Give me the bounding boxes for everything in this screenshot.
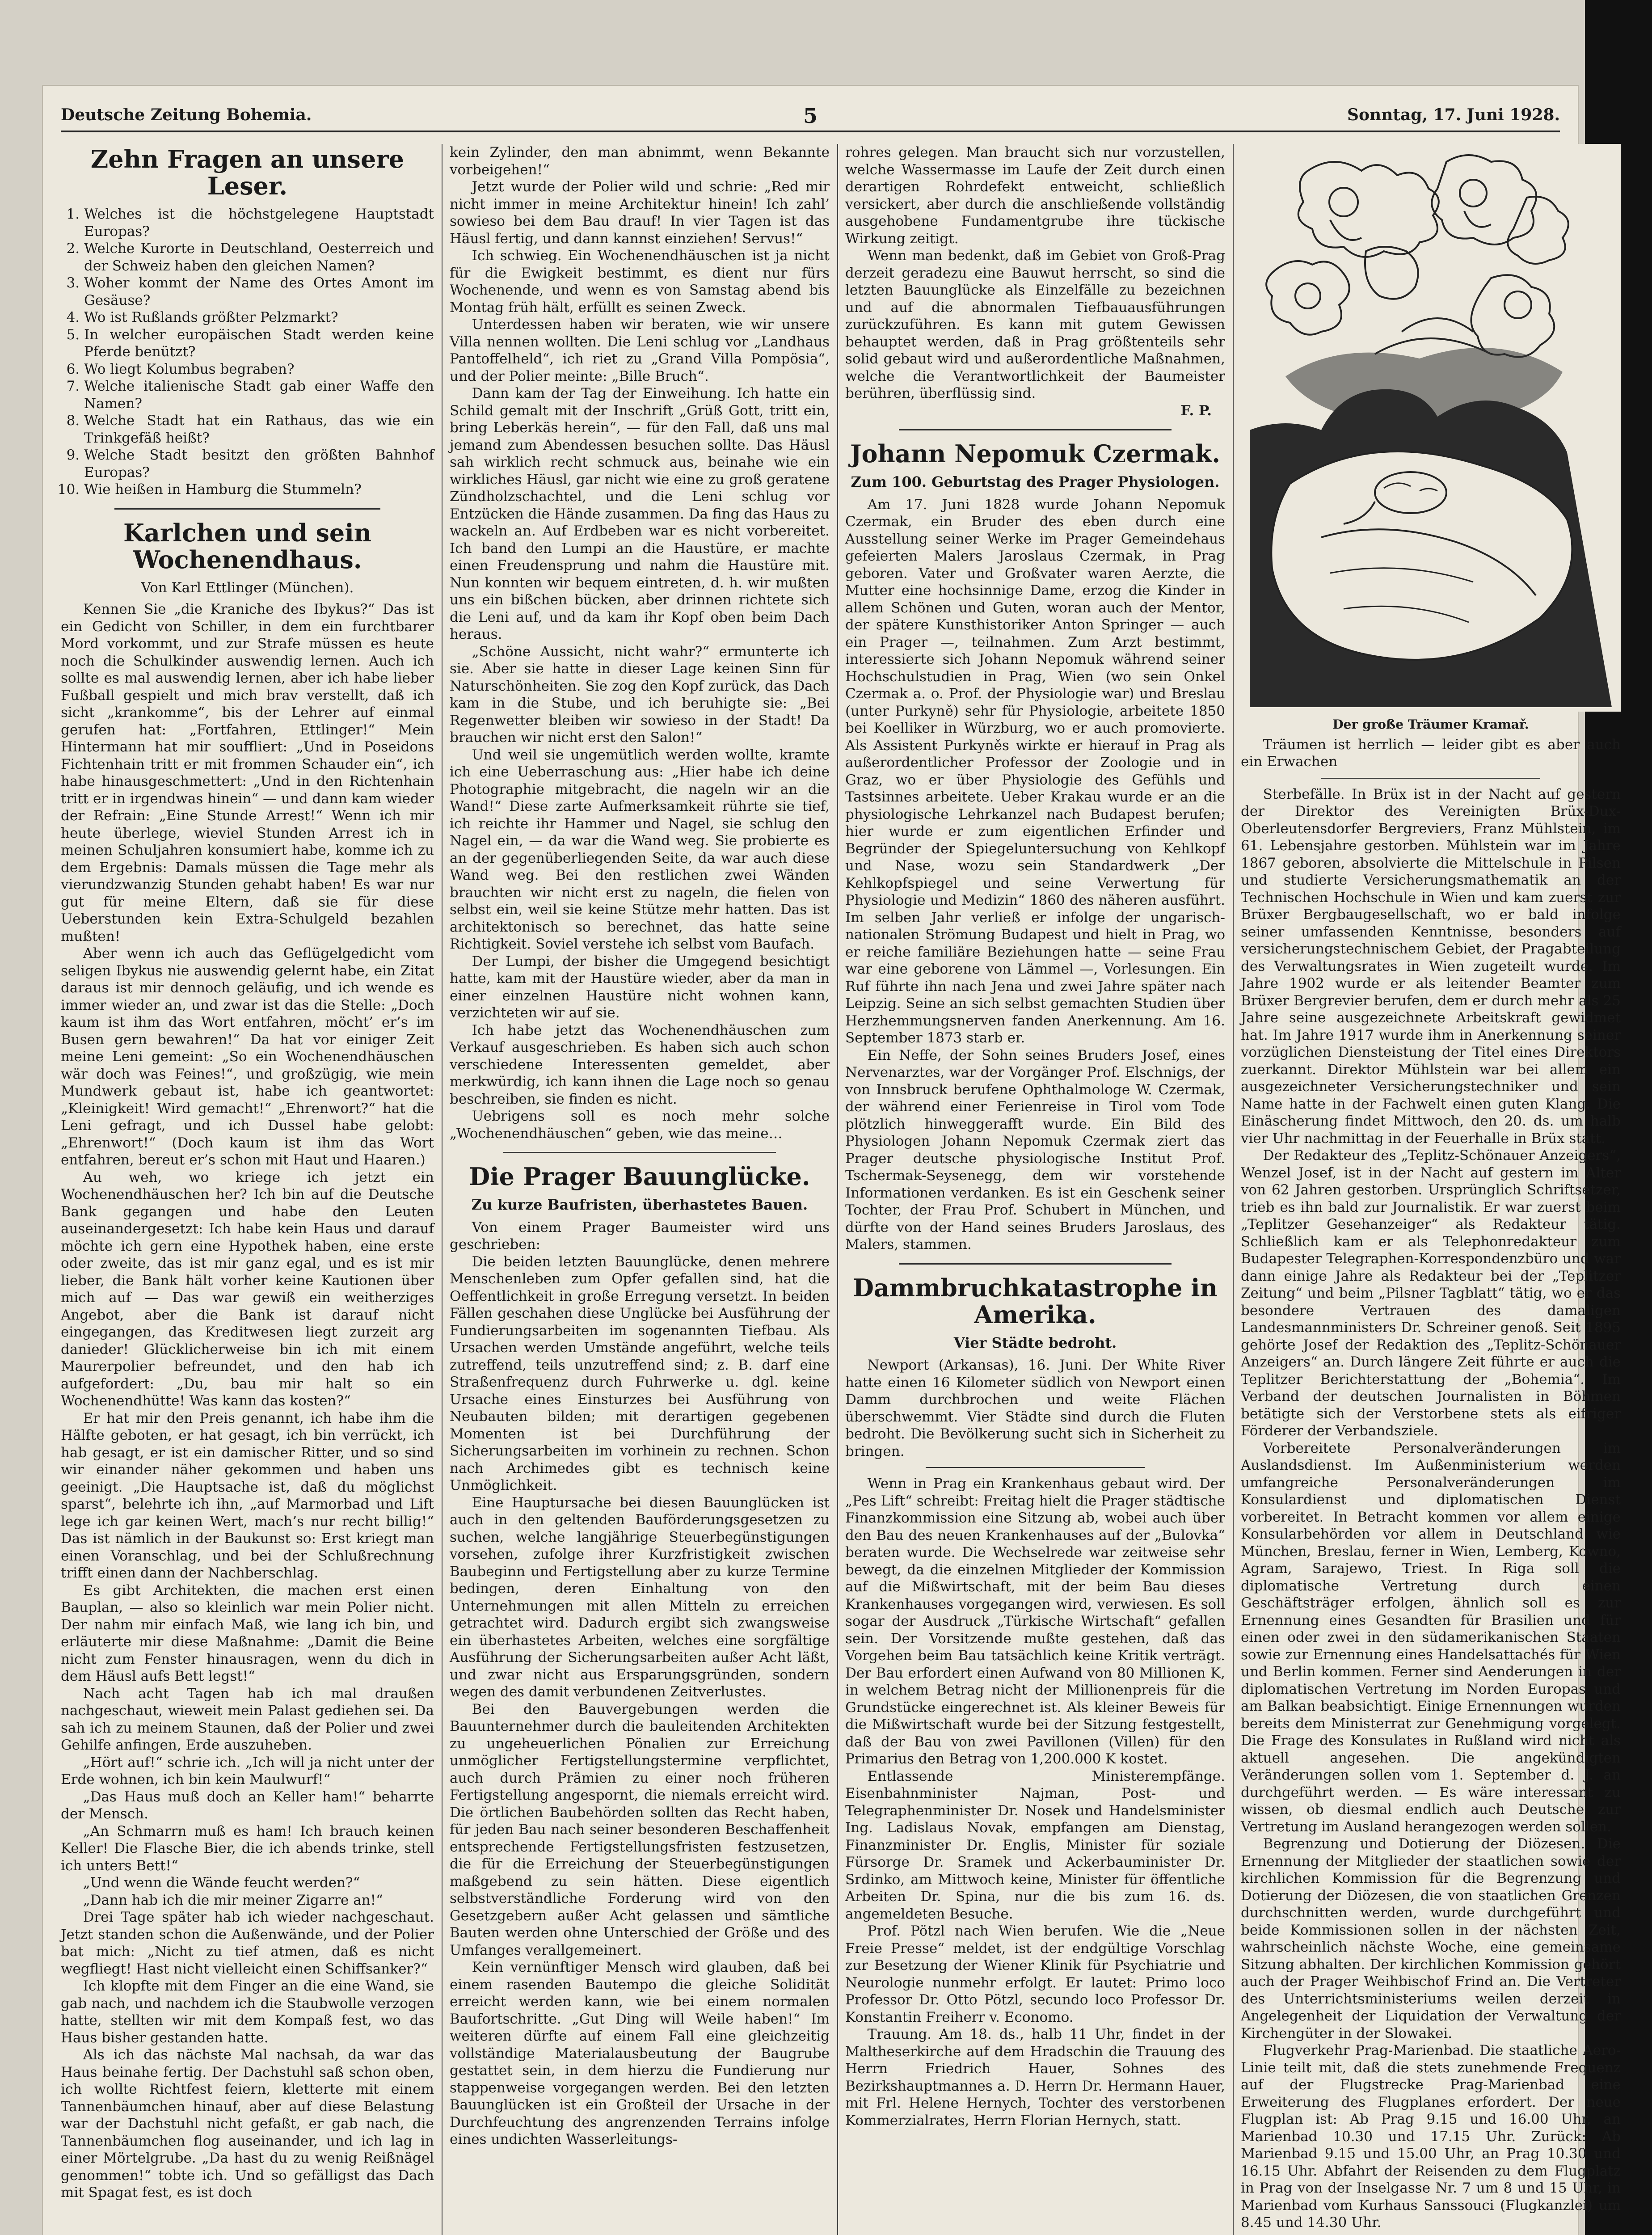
story-paragraph: Es gibt Architekten, die machen erst einen Bauplan, — also so kleinlich war mein Polier nicht. Der nahm mir einfach Maß, wie lang ich bin, und erläuterte mir diese Maßnahme: „Damit die Beine nicht zum Fenster hinausragen, wenn du dich in dem Häusl aufs Bett legst!“ (61, 1582, 434, 1684)
story-paragraph: Dann kam der Tag der Einweihung. Ich hatte ein Schild gemalt mit der Inschrift „Grüß Gott, tritt ein, bring Leberkäs herein“, — für den Fall, daß uns mal jemand zum Abendessen besuchen sollte. Das Häusl sah wirklich recht schmuck aus, beinahe wie ein wirkliches Häusl, gar nicht wie eine zu groß geratene Zündholzschachtel, und die Leni schlug vor Entzücken die Hände zusammen. Da fing das Haus zu wackeln an. Auf Erdbeben war es nicht vorbereitet. Ich band den Lumpi an die Haustüre, er machte einen Freudensprung und nahm die Haustüre mit. Nun konnten wir bequem eintreten, d. h. wir mußten uns ein bißchen bücken, aber drinnen richtete sich die Leni auf, und da kam ihr Kopf oben beim Dach heraus. (450, 385, 830, 642)
story-paragraph: „An Schmarrn muß es ham! Ich brauch keinen Keller! Die Flasche Bier, die ich abends trinke, stell ich unters Bett!“ (61, 1823, 434, 1874)
article-title: Johann Nepomuk Czermak. (850, 439, 1221, 468)
story-paragraph: „Schöne Aussicht, nicht wahr?“ ermunterte ich sie. Aber sie hatte in dieser Lage keinen Sinn für Naturschönheiten. Sie zog den Kopf zurück, das Dach kam in die Stube, und ich beruhigte sie: „Bei Regenwetter bleiben wir sowieso in der Stadt! Da brauchen wir nicht erst den Salon!“ (450, 643, 830, 746)
article-paragraph: Die beiden letzten Bauunglücke, denen mehrere Menschenleben zum Opfer gefallen sind, hat die Oeffentlichkeit in große Erregung versetzt. In beiden Fällen geschahen diese Unglücke bei Ausführung der Fundierungsarbeiten im sogenannten Tiefbau. Als Ursachen werden Umstände angeführt, welche teils zutreffend, teils unzutreffend sind; z. B. darf eine Straßenfrequenz durch Fuhrwerke u. dgl. keine Ursache eines Einsturzes bei Ausführung von Neubauten bilden; mit derartigen gegebenen Momenten ist bei Durchführung der Sicherungsarbeiten im vorhinein zu rechnen. Schon nach Archimedes gibt es technisch keine Unmöglichkeit. (450, 1253, 830, 1493)
quiz-question: 5. In welcher europäischen Stadt werden keine Pferde benützt? (84, 326, 434, 361)
article-subtitle: Vier Städte bedroht. (953, 1334, 1117, 1351)
news-item: Sterbefälle. In Brüx ist in der Nacht auf gestern der Direktor des Vereinigten Brüx-Dux-Oberleutensdorfer Bergreviers, Franz Mühlstein, im 61. Lebensjahre gestorben. Mühlstein war im Jahre 1867 geboren, absolvierte die Mittelschule in Pilsen und studierte Versicherungsmathematik an der Technischen Hochschule in Wien und kam zuerst zur Brüxer Bergbaugesellschaft, wo er bald infolge seiner umfassenden Kenntnisse, besonders auf versicherungstechnischem Gebiet, der Pragabteilung des Verwaltungsrates in Wien zugeteilt wurde. Im Jahre 1902 wurde er als leitender Beamter zum Brüxer Bergrevier berufen, dem er durch mehr als 25 Jahre seine ausgezeichnete Arbeitskraft gewidmet hat. Im Jahre 1917 wurde ihm in Anerkennung seiner vorzüglichen Diensteistung der Titel eines Direktors zuerkannt. Direktor Mühlstein war bei allem ein ausgezeichneter Versicherungstechniker und sein Name hatte in der Fachwelt einen guten Klang. Die Einäscherung findet Mittwoch, den 20. ds. um halb vier Uhr nachmittag in der Feuerhalle in Brüx statt. (1241, 786, 1621, 1147)
quiz-question: 7. Welche italienische Stadt gab einer Waffe den Namen? (84, 378, 434, 412)
story-paragraph: „Das Haus muß doch an Keller ham!“ beharrte der Mensch. (61, 1788, 434, 1822)
story-paragraph: Der Lumpi, der bisher die Umgegend besichtigt hatte, kam mit der Haustüre wieder, aber da man in einer einzelnen Haustüre nicht wohnen kann, verzichteten wir auf sie. (450, 953, 830, 1021)
column-3 (845, 144, 1225, 2235)
article-paragraph: Eine Hauptursache bei diesen Bauunglücken ist auch in den geltenden Bauförderungsgesetzen zu suchen, welche langjährige Steuerbegünstigungen vorsehen, zufolge ihrer Kurzfristigkeit zwischen Baubeginn und Fertigstellung aber zu kurze Termine bedingen, deren Einhaltung von den Unternehmungen mit allen Mitteln zu erreichen getrachtet wird. Dadurch ergibt sich zwangsweise ein überhastetes Arbeiten, welches eine sorgfältige Ausführung der Sicherungsarbeiten außer Acht läßt, und zwar nicht aus Ersparungsgründen, sondern wegen des damit verbundenen Zeitverlustes. (450, 1494, 830, 1700)
article-paragraph: Kein vernünftiger Mensch wird glauben, daß bei einem rasenden Bautempo die gleiche Solidität erreicht werden kann, wie bei einem normalen Baufortschritte. „Gut Ding will Weile haben!“ Im weiteren dürfte auf einem Fall eine gleichzeitig vollständige Materialausbeutung der Baugrube gestattet sein, in dem hierzu die Fundierung nur stappenweise vorgegangen werden. Bei den letzten Bauunglücken ist ein Großteil der Ursache in der Durchfeuchtung des angrenzenden Terrains infolge eines undichten Wasserleitungs- (450, 1959, 830, 2147)
article-title: Die Prager Bauunglücke. (469, 1162, 810, 1191)
story-paragraph: Au weh, wo kriege ich jetzt ein Wochenendhäuschen her? Ich bin auf die Deutsche Bank gegangen und habe den Leuten auseinandergesetzt: Ich habe kein Haus und darauf möchte ich gern eine Hypothek haben, eine erste oder zweite, das ist mir ganz egal, und es ist mir lieber, die Bank hält vorher keine Kautionen über mich auf — Das war gewiß ein weitherziges Angebot, aber die Bank ist darauf nicht eingegangen, das Kreditwesen liegt zurzeit arg danieder! Glücklicherweise bin ich mit einem Maurerpolier befreundet, und den hab ich aufgefordert: „Du, bau mir halt so ein Wochenendhütte! Was kann das kosten?“ (61, 1169, 434, 1409)
article-paragraph: rohres gelegen. Man braucht sich nur vorzustellen, welche Wassermasse im Laufe der Zeit durch einen derartigen Rohrdefekt entweicht, schließlich versickert, aber durch die anschließende vollständig ausgehobene Fundamentgrube ihre tückische Wirkung zeitigt. (845, 144, 1225, 247)
article-title: Dammbruchkatastrophe in Amerika. (853, 1273, 1218, 1329)
news-item: Entlassende Ministerempfänge. Eisenbahnminister Najman, Post- und Telegraphenminister Dr. Nosek und Handelsminister Ing. Ladislaus Novak, empfangen am Dienstag, Finanzminister Dr. Englis, Minister für soziale Fürsorge Dr. Sramek und Ackerbauminister Dr. Srdinko, am Mittwoch keine, Minister für öffentliche Arbeiten Dr. Spina, nur die bis zum 16. ds. angemeldeten Besuche. (845, 1768, 1225, 1922)
quiz-list (61, 206, 434, 498)
page-number: 5 (803, 104, 818, 128)
article-subtitle: Zu kurze Baufristen, überhastetes Bauen. (471, 1196, 808, 1213)
column-rule (837, 144, 838, 2235)
quiz-question: 8. Welche Stadt hat ein Rathaus, das wie ein Trinkgefäß heißt? (84, 412, 434, 447)
paper-name: Deutsche Zeitung Bohemia. (61, 105, 312, 124)
cartoon-drawing (1241, 144, 1621, 712)
page-header (61, 104, 1560, 132)
story-paragraph: Ich habe jetzt das Wochenendhäuschen zum Verkauf ausgeschrieben. Es haben sich auch schon verschiedene Interessenten gemeldet, aber merkwürdig, ich kann ihnen die Lage noch so genau beschreiben, sie finden es nicht. (450, 1022, 830, 1107)
cartoon-caption: Der große Träumer Kramař. (1332, 717, 1529, 732)
news-item: Vorbereitete Personalveränderungen im Auslandsdienst. Im Außenministerium werden umfangreiche Personalveränderungen im Konsulardienst und diplomatischen Dienst vorbereitet. In Betracht kommen vor allem einige Konsularbehörden vor allem in Deutschland wie München, Breslau, ferner in Wien, Lemberg, Kowno, Agram, Sarajewo, Triest. In Riga soll die diplomatische Vertretung durch einen Geschäftsträger erfolgen, ähnlich soll es zur Ernennung eines Gesandten für Brasilien und für einen oder zwei in den südamerikanischen Staaten sowie zur Ernennung eines Handelsattachés für Wien und Berlin kommen. Ferner sind Aenderungen in der diplomatischen Vertretung im Norden Europas und am Balkan beabsichtigt. Einige Ernennungen wurden bereits dem Ministerrat zur Genehmigung vorgelegt. Die Frage des Konsulates in Rußland wird nicht als aktuell angesehen. Die angekündigten Veränderungen sollen vom 1. September d. J. an durchgeführt werden. — Es wäre interessant zu wissen, ob diesmal endlich auch Deutsche zur Vertretung im Ausland herangezogen werden sollen. (1241, 1440, 1621, 1835)
story-paragraph: Ich klopfte mit dem Finger an die eine Wand, sie gab nach, und nachdem ich die Staubwolle verzogen hatte, stellten wir mit dem Kompaß fest, wo das Haus bisher gestanden hatte. (61, 1978, 434, 2046)
article-paragraph: Am 17. Juni 1828 wurde Johann Nepomuk Czermak, ein Bruder des eben durch eine Ausstellung seiner Werke im Prager Gemeindehaus gefeierten Malers Jaroslaus Czermak, in Prag geboren. Vater und Großvater waren Aerzte, die Mutter eine hochsinnige Dame, erzog die Kinder in allem Schönen und Guten, woran auch der Mentor, der spätere Kunsthistoriker Anton Springer — auch ein Prager —, teilnahmen. Zum Arzt bestimmt, interessierte sich Johann Nepomuk während seiner Hochschulstudien in Prag, Wien (wo sein Onkel Czermak a. o. Prof. der Physiologie war) und Breslau (unter Purkyně) sehr für Physiologie, arbeitete 1850 bei Koelliker in Würzburg, wo er auch promovierte. Als Assistent Purkyněs wirkte er hierauf in Prag als außerordentlicher Professor der Zoologie und in Graz, wo er über Physiologie des Gefühls und Tastsinnes arbeitete. Ueber Krakau wurde er an die physiologische Lehrkanzel nach Budapest berufen; hier wurde er zum eigentlichen Erfinder und Begründer der Spiegeluntersuchung von Kehlkopf und Nase, wozu sein Standardwerk „Der Kehlkopfspiegel und seine Verwertung für Physiologie und Medizin“ 1860 des näheren ausführt. Im selben Jahr verließ er infolge der ungarisch-nationalen Strömung Budapest und hielt in Prag, wo er reiche familiäre Beziehungen hatte — seine Frau war eine geborene von Lämmel —, Vorlesungen. Ein Ruf führte ihn nach Jena und zwei Jahre später nach Leipzig. Seine an sich selbst gemachten Studien über Herzhemmungsnerven fanden Anerkennung. Am 16. September 1873 starb er. (845, 496, 1225, 1046)
story-byline: Von Karl Ettlinger (München). (141, 579, 354, 596)
quiz-question: 6. Wo liegt Kolumbus begraben? (84, 361, 434, 378)
story-paragraph: Ich schwieg. Ein Wochenendhäuschen ist ja nicht für die Ewigkeit bestimmt, es dient nur fürs Wochenende, und wenn es von Samstag abend bis Montag früh hält, erfüllt es seinen Zweck. (450, 248, 830, 316)
article-subtitle: Zum 100. Geburtstag des Prager Physiologen. (851, 473, 1220, 490)
story-paragraph: Als ich das nächste Mal nachsah, da war das Haus beinahe fertig. Der Dachstuhl saß schon oben, ich wollte Richtfest feiern, kletterte mit einem Tannenbäumchen hinauf, aber auf diese Belastung war der Dachstuhl nicht gefaßt, er gab nach, die Tannenbäumchen flog auseinander, und ich lag in einer Mörtelgrube. „Da hast du zu wenig Reißnägel genommen!“ tobte ich. Und so gefälligst das Dach mit Spagat fest, es ist doch (61, 2047, 434, 2201)
issue-date: Sonntag, 17. Juni 1928. (1347, 105, 1560, 124)
story-paragraph: kein Zylinder, den man abnimmt, wenn Bekannte vorbeigehen!“ (450, 144, 830, 178)
quiz-title: Zehn Fragen an unsere Leser. (90, 145, 405, 200)
article-paragraph: Wenn man bedenkt, daß im Gebiet von Groß-Prag derzeit geradezu eine Bauwut herrscht, so sind die letzten Bauunglücke als Einzelfälle zu bezeichnen und auf die abnormalen Tiefbauausführungen zurückzuführen. Es kann mit gutem Gewissen behauptet werden, daß in Prag größtenteils sehr solid gebaut wird und außerordentliche Maßnahmen, welche die Verantwortlichkeit der Baumeister berühren, überflüssig sind. (845, 248, 1225, 401)
divider (114, 508, 380, 510)
column-1 (61, 144, 434, 2235)
story-paragraph: Unterdessen haben wir beraten, wie wir unsere Villa nennen wollten. Die Leni schlug vor „Landhaus Pantoffelheld“, ich riet zu „Grand Villa Pompösia“, und der Polier meinte: „Bille Bruch“. (450, 316, 830, 384)
quiz-question: 1. Welches ist die höchstgelegene Hauptstadt Europas? (84, 206, 434, 240)
cartoon-illustration (1241, 144, 1621, 712)
news-item: Trauung. Am 18. ds., halb 11 Uhr, findet in der Maltheserkirche auf dem Hradschin die Trauung des Herrn Friedrich Hauer, Sohnes des Bezirkshauptmannes a. D. Herrn Dr. Hermann Hauer, mit Frl. Helene Hernych, Tochter des verstorbenen Kommerzialrates, Herrn Florian Hernych, statt. (845, 2026, 1225, 2129)
news-item: Flugverkehr Prag-Marienbad. Die staatliche Aero-Linie teilt mit, daß die stets zunehmende Frequenz auf der Flugstrecke Prag-Marienbad eine Erweiterung des Flugplanes erfordert. Der neue Flugplan ist: Ab Prag 9.15 und 16.00 Uhr, an Marienbad 10.30 und 17.15 Uhr. Zurück: Ab Marienbad 9.15 und 15.00 Uhr, an Prag 10.30 und 16.15 Uhr. Abfahrt der Reisenden zu dem Flugplatz in Prag von der Inselgasse Nr. 7 um 8 und 15 Uhr, in Marienbad vom Kurhaus Sanssouci (Flugkanzlei) um 8.45 und 14.30 Uhr. (1241, 2042, 1621, 2231)
story-paragraph: Uebrigens soll es noch mehr solche „Wochenendhäuschen“ geben, wie das meine… (450, 1108, 830, 1142)
article-paragraph: Ein Neffe, der Sohn seines Bruders Josef, eines Nervenarztes, war der Vorgänger Prof. Elschnigs, der von Innsbruck berufene Ophthalmologe W. Czermak, der während einer Ferienreise in Tirol vom Tode plötzlich hinweggerafft wurde. Ein Bild des Physiologen Johann Nepomuk Czermak ziert das Prager deutsche physiologische Institut Prof. Tschermak-Seysenegg, dem wir vorstehende Informationen verdanken. Es ist ein Geschenk seiner Tochter, der Frau Prof. Schubert in München, und dürfte von der Hand seines Bruders Jaroslaus, des Malers, stammen. (845, 1047, 1225, 1252)
story-paragraph: „Dann hab ich die mir meiner Zigarre an!“ (83, 1892, 383, 1908)
news-item: Begrenzung und Dotierung der Diözesen. Die Ernennung der Mitglieder der staatlichen sowie der kirchlichen Kommission für die Begrenzung und Dotierung der Diözesen, die von staatlichen Grenzen durchschnitten werden, wurde durchgeführt und beide Kommissionen sollen in der nächsten Zeit, wahrscheinlich nächste Woche, eine gemeinsame Sitzung abhalten. Der kirchlichen Kommission gehört auch der Prager Weihbischof Frind an. Die Vertreter des Unterrichtsministeriums weilen derzeit in Angelegenheit der Liquidation der Verwaltung der Kirchengüter in der Slowakei. (1241, 1836, 1621, 2041)
story-paragraph: Er hat mir den Preis genannt, ich habe ihm die Hälfte geboten, er hat gesagt, ich bin verrückt, ich hab gesagt, er ist ein damischer Ritter, und so sind wir einander näher gekommen und haben uns geeinigt. „Die Hauptsache ist, daß du möglichst sparst“, belehrte ich ihn, „auf Marmorbad und Lift lege ich gar keinen Wert, mach’s nur recht billig!“ Das ist nämlich in der Baukunst so: Erst kriegt man einen Voranschlag, und bei der Schlußrechnung trifft einen dann der Nachberschlag. (61, 1410, 434, 1581)
article-signature: F. P. (1180, 402, 1212, 419)
article-paragraph: Newport (Arkansas), 16. Juni. Der White River hatte einen 16 Kilometer südlich von Newport einen Damm durchbrochen und weite Flächen überschwemmt. Vier Städte sind durch die Fluten bedroht. Die Bevölkerung sucht sich in Sicherheit zu bringen. (845, 1357, 1225, 1459)
divider (899, 429, 1172, 430)
story-title: Karlchen und sein Wochenendhaus. (123, 518, 372, 574)
quiz-question: 10. Wie heißen in Hamburg die Stummeln? (84, 481, 434, 498)
story-paragraph: Nach acht Tagen hab ich mal draußen nachgeschaut, wieweit mein Palast gediehen sei. Da sah ich zu meinem Staunen, daß der Polier und zwei Gehilfe anfingen, Erde auszuheben. (61, 1685, 434, 1753)
story-paragraph: „Hört auf!“ schrie ich. „Ich will ja nicht unter der Erde wohnen, ich bin kein Maulwurf!“ (61, 1754, 434, 1788)
quiz-question: 9. Welche Stadt besitzt den größten Bahnhof Europas? (84, 447, 434, 481)
news-item: Prof. Pötzl nach Wien berufen. Wie die „Neue Freie Presse“ meldet, ist der endgültige Vorschlag zur Besetzung der Wiener Klinik für Psychiatrie und Neurologie nunmehr erfolgt. Er lautet: Primo loco Professor Dr. Otto Pötzl, secundo loco Professor Dr. Konstantin Freiherr v. Economo. (845, 1923, 1225, 2025)
quiz-question: 3. Woher kommt der Name des Ortes Amont im Gesäuse? (84, 274, 434, 309)
article-paragraph: Von einem Prager Baumeister wird uns geschrieben: (450, 1219, 830, 1252)
divider (1321, 778, 1540, 779)
divider (503, 1152, 776, 1153)
story-paragraph: „Und wenn die Wände feucht werden?“ (83, 1875, 360, 1891)
cartoon-text: Träumen ist herrlich — leider gibt es aber auch ein Erwachen (1241, 736, 1621, 770)
story-paragraph: Und weil sie ungemütlich werden wollte, kramte ich eine Ueberraschung aus: „Hier habe ich deine Photographie mitgebracht, die nageln wir an die Wand!“ Diese zarte Aufmerksamkeit rührte sie tief, ich reichte ihr Hammer und Nagel, sie schlug den Nagel ein, — da war die Wand weg. Sie probierte es an der gegenüberliegenden Seite, da war auch diese Wand weg. Bei den restlichen zwei Wänden brauchten wir nicht erst zu nageln, die fielen von selbst ein, weil sie keine Stütze mehr hatten. Das ist architektonisch so berechnet, das hatte seine Richtigkeit. Soviel verstehe ich selbst vom Baufach. (450, 746, 830, 952)
column-2 (450, 144, 830, 2235)
story-paragraph: Drei Tage später hab ich wieder nachgeschaut. Jetzt standen schon die Außenwände, und der Polier bat mich: „Nicht zu tief atmen, daß es nicht wegfliegt! Hast nicht vielleicht einen Schiffsanker?“ (61, 1909, 434, 1977)
quiz-question: 4. Wo ist Rußlands größter Pelzmarkt? (84, 309, 434, 326)
article-paragraph: Bei den Bauvergebungen werden die Bauunternehmer durch die bauleitenden Architekten zu ungeheuerlichen Pönalien zur Erreichung unmöglicher Fertigstellungstermine verpflichtet, auch durch Prämien zu einer noch früheren Fertigstellung angespornt, die niemals erreicht wird. Die örtlichen Baubehörden sollten das Recht haben, für jeden Bau nach seiner besonderen Beschaffenheit entsprechende Fertigstellungsfristen festzusetzen, die für die Erreichung der Steuerbegünstigungen maßgebend zu sein hätten. Diese eigentlich selbstverständliche Forderung wird von den Gesetzgebern außer Acht gelassen und sämtliche Bauten werden ohne Unterschied der Größe und des Umfanges verallgemeinert. (450, 1701, 830, 1958)
story-paragraph: Aber wenn ich auch das Geflügelgedicht vom seligen Ibykus nie auswendig gelernt habe, ein Zitat daraus ist mir dennoch geläufig, und ich wende es immer wieder an, und zwar ist das die Stelle: „Doch kaum ist ihm das Wort entfahren, möcht’ er’s im Busen gern bewahren!“ Da hat vor einiger Zeit meine Leni gemeint: „So ein Wochenendhäuschen wär doch was Feines!“, und großzügig, wie mein Mundwerk gebaut ist, habe ich geantwortet: „Kleinigkeit! Wird gemacht!“ „Ehrenwort?“ hat die Leni gefragt, und ich Dussel habe gelobt: „Ehrenwort!“ (Doch kaum ist ihm das Wort entfahren, bereut er’s schon mit Haut und Haaren.) (61, 945, 434, 1168)
divider (926, 1467, 1145, 1468)
story-paragraph: Kennen Sie „die Kraniche des Ibykus?“ Das ist ein Gedicht von Schiller, in dem ein furchtbarer Mord vorkommt, und zur Strafe müssen es heute noch die Schulkinder auswendig lernen. Auch ich sollte es mal auswendig lernen, aber ich habe lieber Fußball gespielt und mich brav verstellt, daß ich sicht „krankomme“, bis der Lehrer auf einmal gerufen hat: „Fortfahren, Ettlinger!“ Mein Hintermann hat mir souffliert: „Und in Poseidons Fichtenhain tritt er mit frommen Schauder ein“, ich habe hinausgeschmettert: „Und in den Richtenhain tritt er in irgendwas hinein“ — und dann kam wieder der Refrain: „Eine Stunde Arrest!“ Wenn ich mir heute überlege, wieviel Stunden Arrest ich in meinen Schuljahren konsumiert habe, komme ich zu dem Ergebnis: Damals müssen die Tage mehr als vierundzwanzig Stunden gehabt haben! Es war nur gut für meine Eltern, daß sie für diese Ueberstunden kein Extra-Schulgeld bezahlen mußten! (61, 601, 434, 945)
quiz-question: 2. Welche Kurorte in Deutschland, Oesterreich und der Schweiz haben den gleichen Namen? (84, 240, 434, 274)
newspaper-page (43, 86, 1621, 2235)
column-rule (1233, 144, 1234, 2235)
story-paragraph: Jetzt wurde der Polier wild und schrie: „Red mir nicht immer in meine Architektur hinein! Ich zahl’ sowieso bei dem Bau drauf! In vier Tagen ist das Häusl fertig, und dann kannst einziehen! Servus!“ (450, 179, 830, 247)
news-item: Wenn in Prag ein Krankenhaus gebaut wird. Der „Pes Lift“ schreibt: Freitag hielt die Prager städtische Finanzkommission eine Sitzung ab, wobei auch über den Bau des neuen Krankenhauses auf der „Bulovka“ beraten wurde. Die Wechselrede war zeitweise sehr bewegt, da die einzelnen Mitglieder der Kommission auf die Mißwirtschaft, mit der beim Bau dieses Krankenhauses vorgegangen wird, verwiesen. Es soll sogar der Ausdruck „Türkische Wirtschaft“ gefallen sein. Der Vorsitzende mußte gestehen, daß das Vorgehen beim Bau tatsächlich keine Kritik verträgt. Der Bau erfordert einen Aufwand von 80 Millionen K, in welchem Betrag nicht der Millionenpreis für die Grundstücke eingerechnet ist. Als kleiner Beweis für die Mißwirtschaft wurde bei der Sitzung festgestellt, daß der Bau von zwei Pavillonen (Villen) für den Primarius den Betrag von 1,200.000 K kostet. (845, 1476, 1225, 1767)
news-item: Der Redakteur des „Teplitz-Schönauer Anzeigers“, Wenzel Josef, ist in der Nacht auf gestern im Alter von 62 Jahren gestorben. Ursprünglich Schriftsetzer, trieb es ihn bald zur Journalistik. Er war zuerst beim „Teplitzer Gesehanzeiger“ als Redakteur tätig. Schließlich kam er als Telephonredakteur zum Budapester Telegraphen-Korrespondenzbüro und war dann einige Jahre als Redakteur bei der „Teplitzer Zeitung“ und beim „Pilsner Tagblatt“ tätig, wo er das besondere Vertrauen des damaligen Landesmannministers Dr. Schreiner genoß. Seit 1895 gehörte Josef der Redaktion des „Teplitz-Schönauer Anzeigers“ an. Durch längere Zeit führte er auch die Teplitzer Berichterstattung der „Bohemia“. Im Verband der deutschen Journalisten in Böhmen betätigte sich der Verstorbene stets als eifriger Förderer der Verbandsziele. (1241, 1147, 1621, 1439)
divider (899, 1263, 1172, 1265)
column-4 (1241, 144, 1621, 2235)
